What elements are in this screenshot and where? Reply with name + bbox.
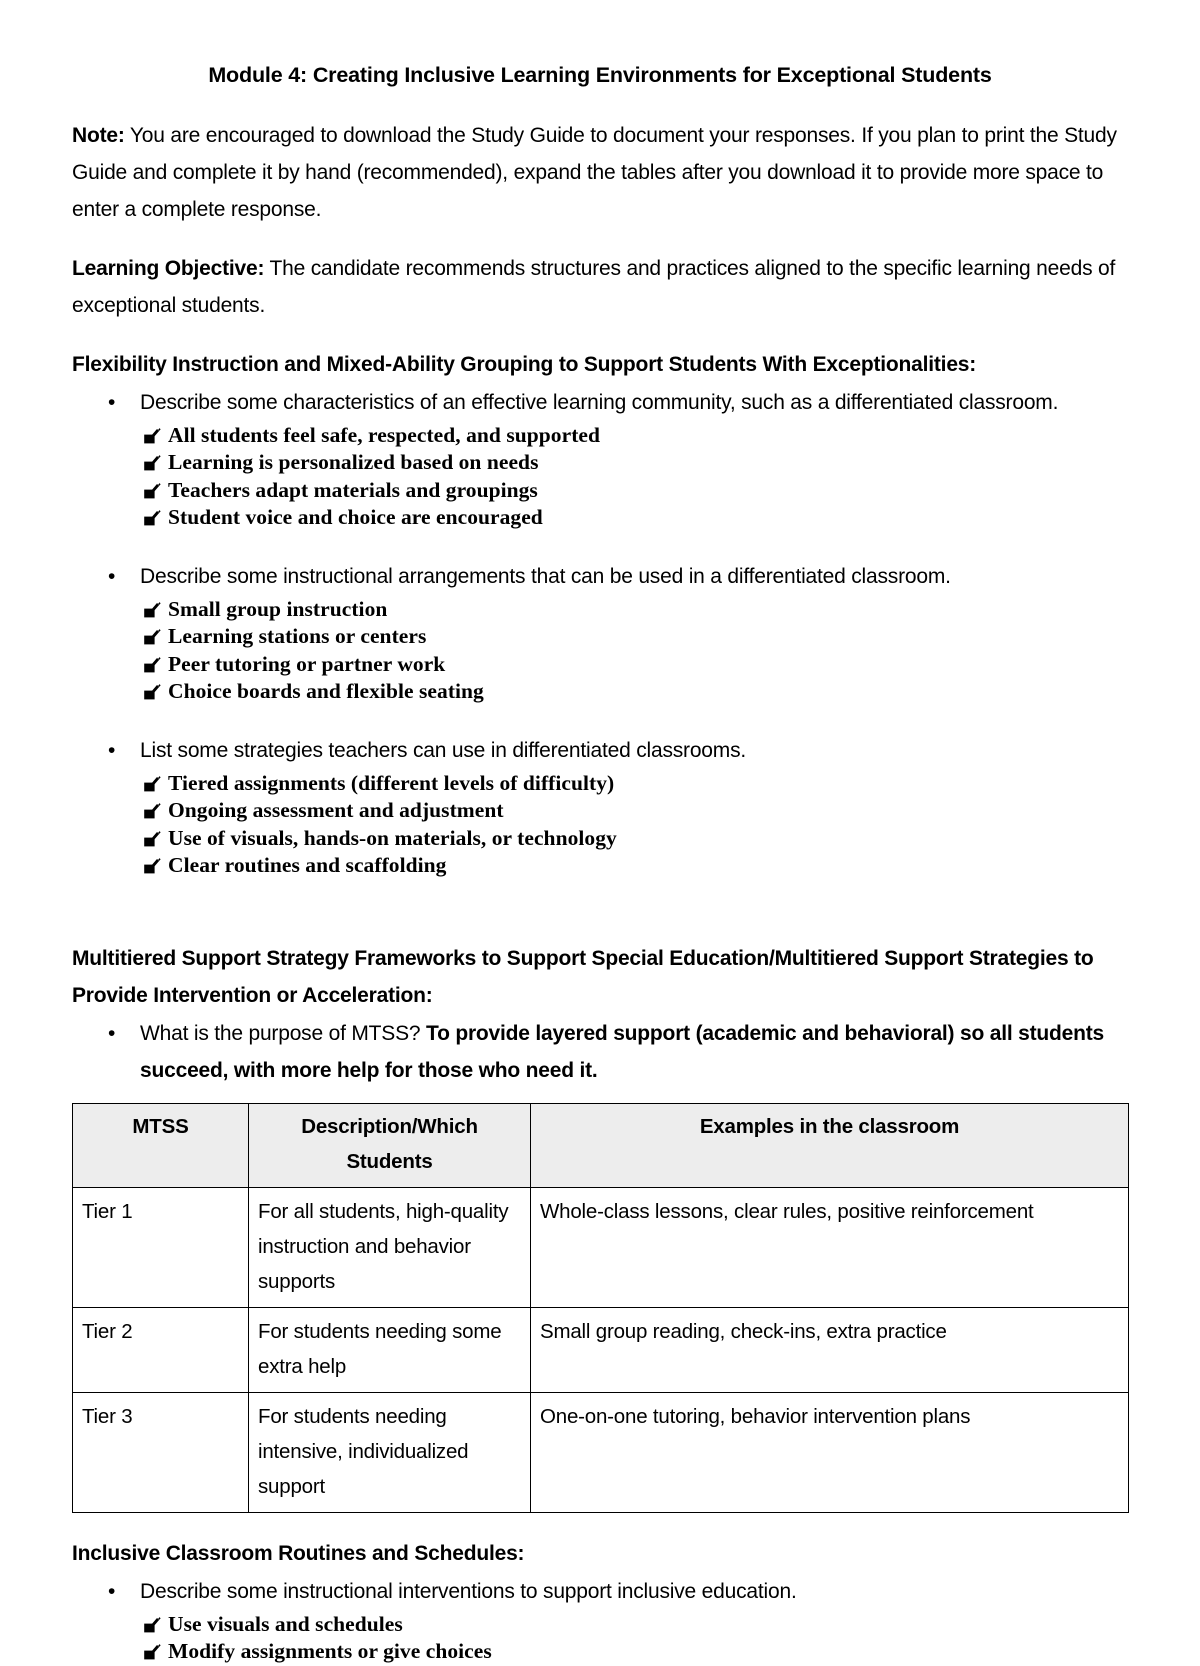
cell-tier: Tier 2: [73, 1307, 249, 1392]
section-spacer: [72, 906, 1128, 940]
prompt-text: List some strategies teachers can use in differentiated classrooms.: [140, 738, 747, 762]
answer-list: [72, 1611, 1128, 1666]
table-header-row: [73, 1103, 1129, 1187]
list-item: [72, 825, 1128, 853]
mtss-purpose-prompt: [72, 1015, 1128, 1089]
wingding-pencil-marker-icon: [142, 802, 161, 821]
list-item: [72, 477, 1128, 505]
learning-objective-text: The candidate recommends structures and practices aligned to the specific learning needs of exceptional students.: [72, 256, 1116, 317]
wingding-pencil-marker-icon: [142, 482, 161, 501]
bullet-group-arrangements: [72, 558, 1128, 706]
list-item-label: Small group instruction: [168, 596, 388, 621]
list-item-label: All students feel safe, respected, and supported: [168, 422, 601, 447]
answer-list: [72, 596, 1128, 706]
wingding-pencil-marker-icon: [142, 1616, 161, 1635]
learning-objective-label: Learning Objective:: [72, 256, 265, 280]
section-heading-inclusive: Inclusive Classroom Routines and Schedules:: [72, 1541, 525, 1565]
list-item-label: Teachers adapt materials and groupings: [168, 477, 538, 502]
list-item-label: Clear routines and scaffolding: [168, 853, 447, 878]
bullet-group-strategies: [72, 732, 1128, 880]
cell-description: For students needing some extra help: [249, 1307, 531, 1392]
prompt-text: Describe some characteristics of an effective learning community, such as a differentiated classroom.: [140, 390, 1059, 414]
list-item-label: Tiered assignments (different levels of difficulty): [168, 770, 615, 795]
learning-objective-paragraph: [72, 250, 1128, 324]
column-header-examples: Examples in the classroom: [531, 1103, 1129, 1187]
table-row: [73, 1392, 1129, 1512]
wingding-pencil-marker-icon: [142, 601, 161, 620]
bullet-dot-icon: •: [108, 1579, 116, 1603]
wingding-pencil-marker-icon: [142, 857, 161, 876]
wingding-pencil-marker-icon: [142, 830, 161, 849]
mtss-table: [72, 1103, 1129, 1513]
list-item-label: Use of visuals, hands-on materials, or technology: [168, 825, 617, 850]
list-item: [72, 1611, 1128, 1639]
question-prompt: [72, 732, 1128, 769]
wingding-pencil-marker-icon: [142, 509, 161, 528]
prompt-text: Describe some instructional interventions to support inclusive education.: [140, 1579, 797, 1603]
list-item-label: Ongoing assessment and adjustment: [168, 798, 504, 823]
section-spacer: [72, 1513, 1128, 1535]
wingding-pencil-marker-icon: [142, 427, 161, 446]
prompt-text: Describe some instructional arrangements that can be used in a differentiated classroom.: [140, 564, 951, 588]
list-item: [72, 1638, 1128, 1666]
wingding-pencil-marker-icon: [142, 656, 161, 675]
bullet-dot-icon: •: [108, 390, 116, 414]
bullet-dot-icon: •: [108, 564, 116, 588]
list-item: [72, 678, 1128, 706]
list-item: [72, 596, 1128, 624]
page-title: Module 4: Creating Inclusive Learning Environments for Exceptional Students: [208, 63, 992, 87]
cell-examples: Whole-class lessons, clear rules, positive reinforcement: [531, 1187, 1129, 1307]
cell-description: For students needing intensive, individualized support: [249, 1392, 531, 1512]
question-prompt: [72, 1573, 1128, 1610]
cell-tier: Tier 1: [73, 1187, 249, 1307]
list-item-label: Choice boards and flexible seating: [168, 679, 484, 704]
list-item: [72, 797, 1128, 825]
wingding-pencil-marker-icon: [142, 775, 161, 794]
mtss-question-text: What is the purpose of MTSS?: [140, 1021, 426, 1045]
answer-list: [72, 422, 1128, 532]
question-prompt: [72, 558, 1128, 595]
list-item-label: Learning is personalized based on needs: [168, 450, 539, 475]
list-item-label: Modify assignments or give choices: [168, 1639, 492, 1664]
list-item-label: Learning stations or centers: [168, 624, 427, 649]
list-item-label: Student voice and choice are encouraged: [168, 505, 543, 530]
bullet-dot-icon: •: [108, 738, 116, 762]
list-item-label: Use visuals and schedules: [168, 1611, 403, 1636]
list-item: [72, 422, 1128, 450]
question-prompt: [72, 384, 1128, 421]
section-heading-multitiered: Multitiered Support Strategy Frameworks to Support Special Education/Multitiered Support Strategies to Provide Intervention or Acceleration:: [72, 946, 1094, 1007]
column-header-description: Description/Which Students: [249, 1103, 531, 1187]
mtss-answer-text: To provide layered support (academic and behavioral) so all students succeed, with more help for those who need it.: [140, 1021, 1105, 1082]
cell-examples: One-on-one tutoring, behavior intervention plans: [531, 1392, 1129, 1512]
note-paragraph: [72, 117, 1128, 228]
cell-description: For all students, high-quality instruction and behavior supports: [249, 1187, 531, 1307]
column-header-mtss: MTSS: [73, 1103, 249, 1187]
wingding-pencil-marker-icon: [142, 1643, 161, 1662]
bullet-group-interventions: [72, 1573, 1128, 1666]
list-item: [72, 651, 1128, 679]
cell-examples: Small group reading, check-ins, extra practice: [531, 1307, 1129, 1392]
list-item: [72, 852, 1128, 880]
table-row: [73, 1307, 1129, 1392]
wingding-pencil-marker-icon: [142, 454, 161, 473]
list-item-label: Peer tutoring or partner work: [168, 651, 446, 676]
list-item: [72, 623, 1128, 651]
bullet-group-characteristics: [72, 384, 1128, 532]
wingding-pencil-marker-icon: [142, 683, 161, 702]
note-label: Note:: [72, 123, 125, 147]
bullet-dot-icon: •: [108, 1021, 116, 1045]
list-item: [72, 504, 1128, 532]
answer-list: [72, 770, 1128, 880]
cell-tier: Tier 3: [73, 1392, 249, 1512]
table-row: [73, 1187, 1129, 1307]
wingding-pencil-marker-icon: [142, 628, 161, 647]
note-text: You are encouraged to download the Study Guide to document your responses. If you plan to print the Study Guide and complete it by hand (recommended), expand the tables after you download it to provide more space to enter a complete response.: [72, 123, 1117, 221]
list-item: [72, 770, 1128, 798]
list-item: [72, 449, 1128, 477]
section-heading-flexibility: Flexibility Instruction and Mixed-Ability Grouping to Support Students With Exceptionalities:: [72, 352, 977, 376]
